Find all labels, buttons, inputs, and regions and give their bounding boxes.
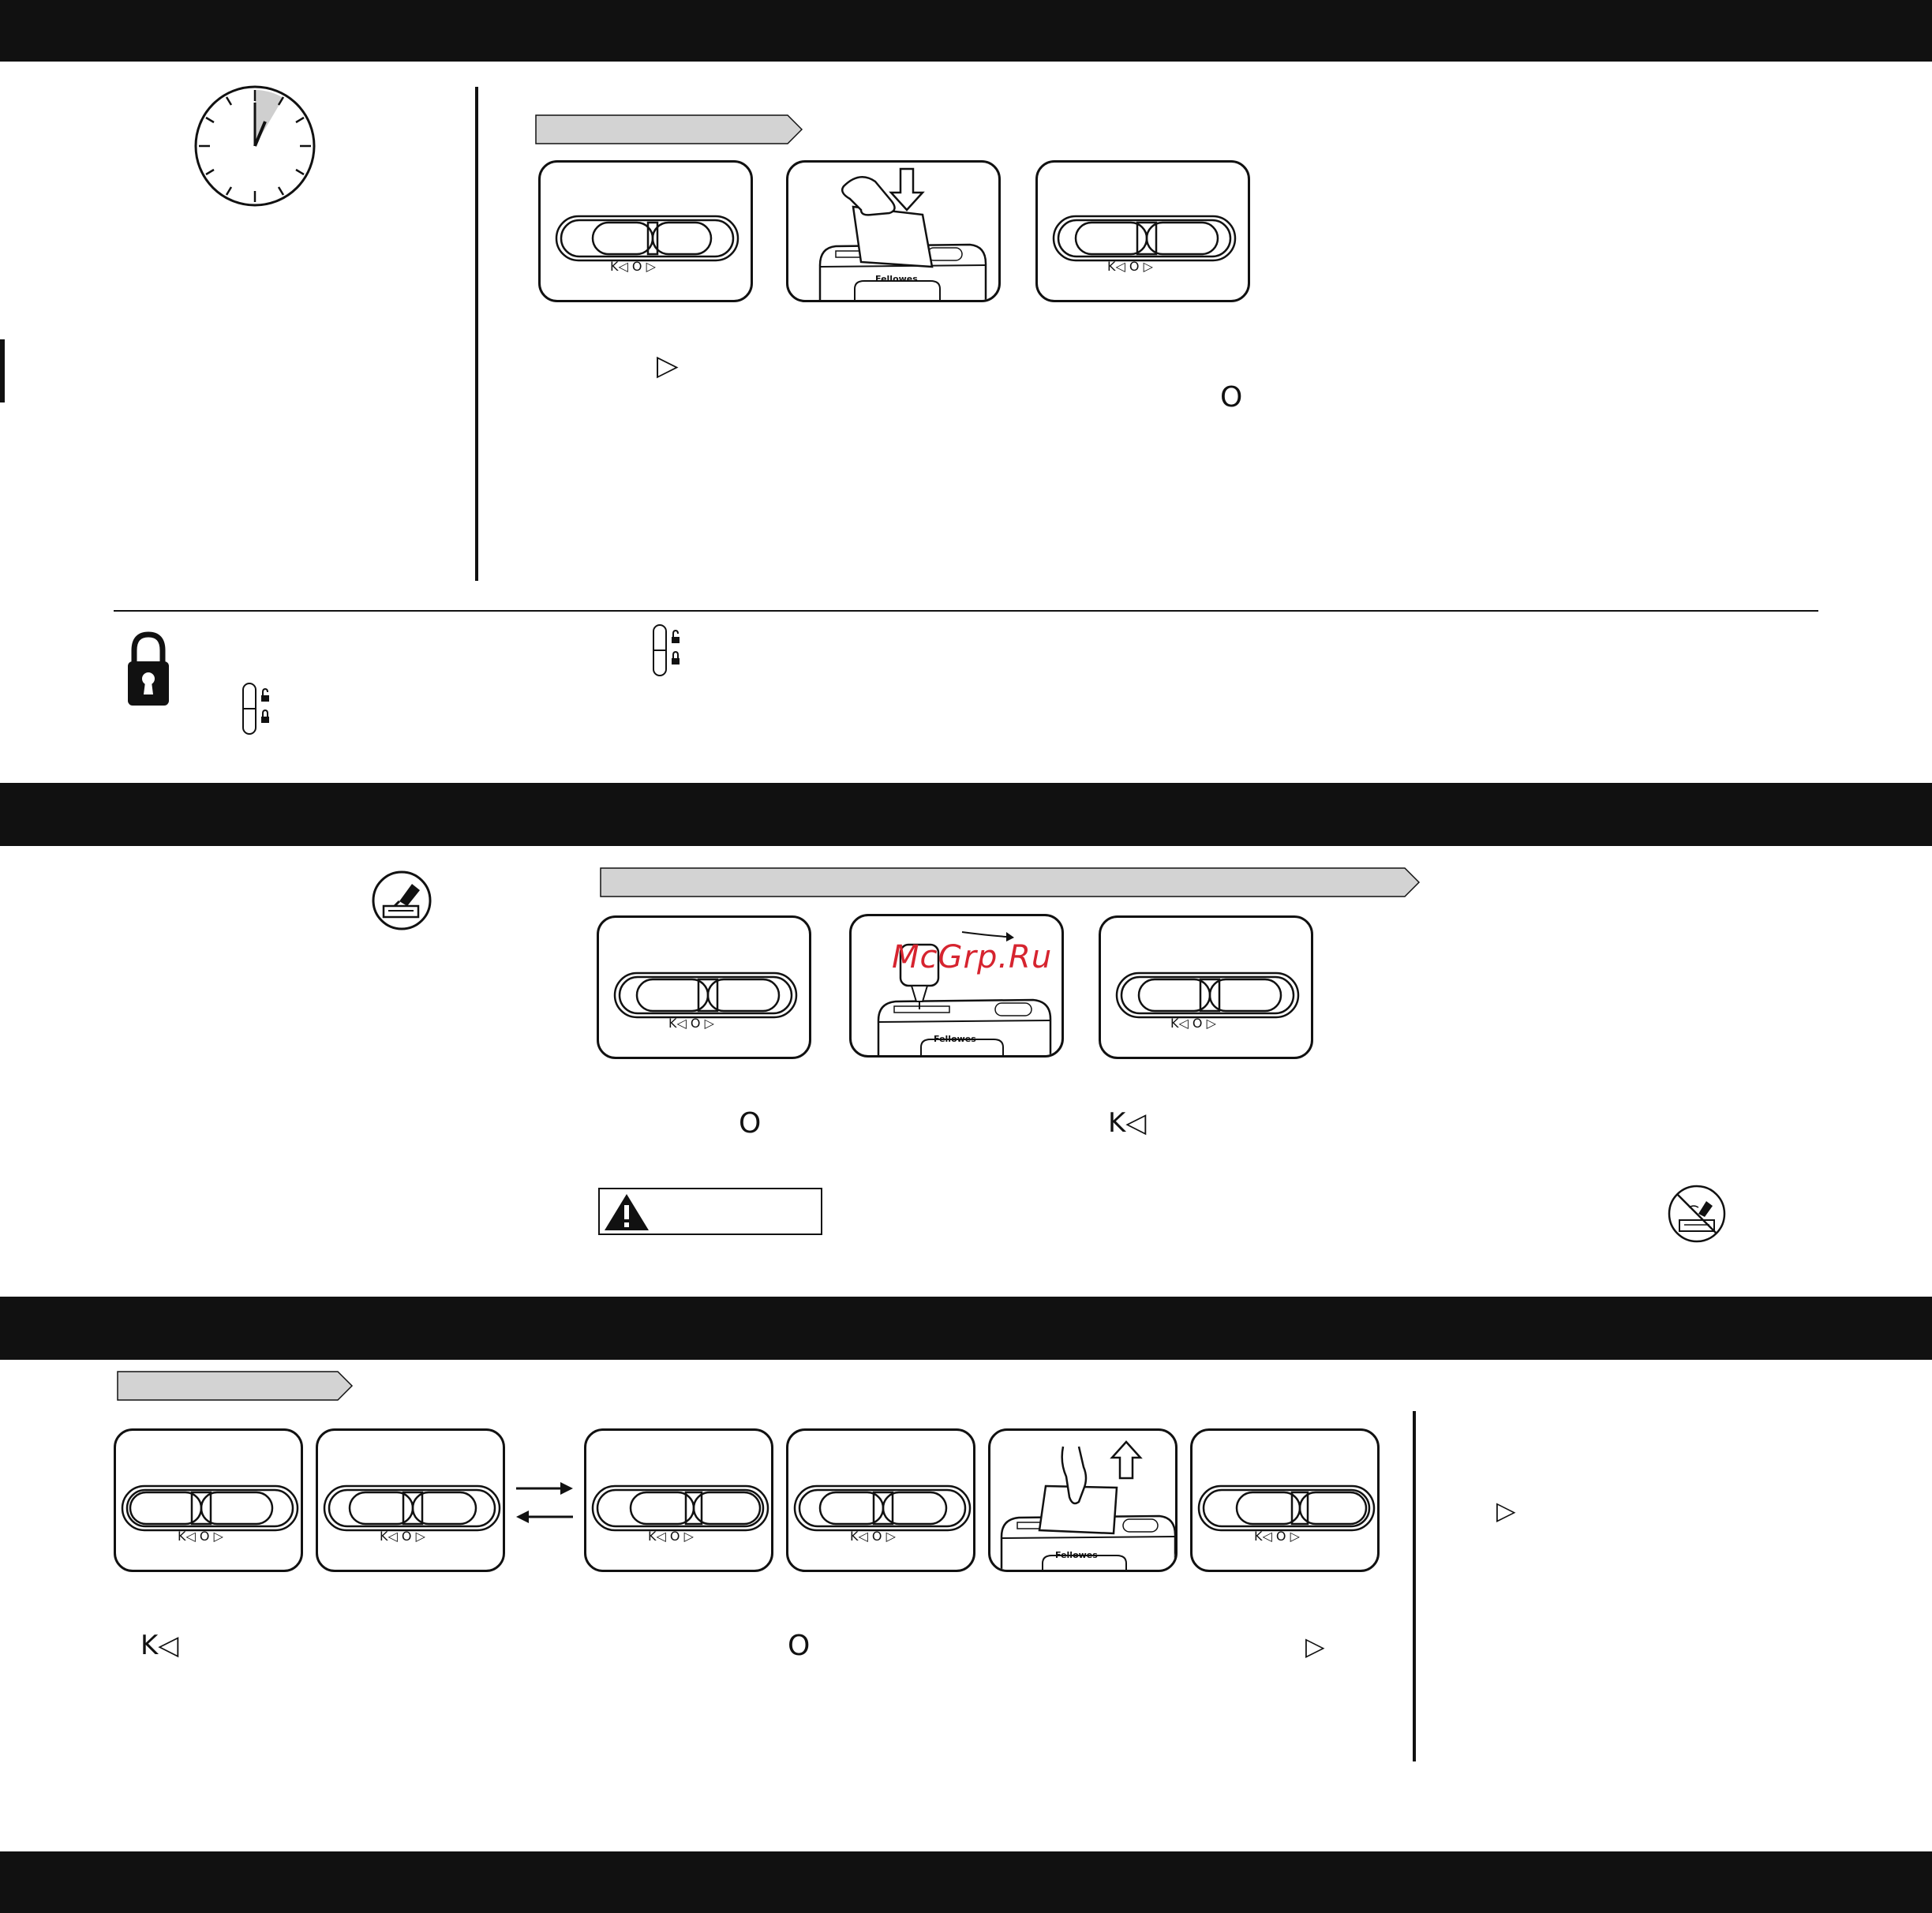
- panel-symbol-row: K◁ O ▷: [380, 1529, 425, 1544]
- switch-panel-reverse: [1099, 915, 1313, 1059]
- switch-panel-off: [786, 1428, 975, 1572]
- edge-tab-mark: [0, 339, 5, 402]
- panel-symbol-row: K◁ O ▷: [610, 259, 656, 274]
- panel-symbol-row: K◁ O ▷: [1170, 1016, 1216, 1031]
- oil-icon: [371, 870, 432, 931]
- panel-symbol-row: K◁ O ▷: [1254, 1529, 1300, 1544]
- reverse-symbol: K◁: [140, 1630, 179, 1661]
- warning-box: [598, 1188, 822, 1235]
- brand-label: Fellowes: [875, 274, 918, 284]
- section1-divider: [475, 87, 478, 581]
- arrow-right-icon: [515, 1479, 575, 1498]
- off-symbol: O: [788, 1630, 811, 1662]
- section3-divider: [1413, 1411, 1416, 1761]
- header-band: [0, 0, 1932, 62]
- switch-panel-forward: [538, 160, 753, 302]
- paper-removal-panel: [988, 1428, 1178, 1572]
- reverse-symbol: K◁: [1108, 1107, 1147, 1139]
- oil-application-panel: [849, 914, 1064, 1058]
- switch-panel-off: [316, 1428, 505, 1572]
- warning-triangle-icon: [603, 1192, 650, 1232]
- brand-label: Fellowes: [934, 1034, 976, 1044]
- switch-panel-reverse: [114, 1428, 303, 1572]
- switch-panel-forward: [584, 1428, 773, 1572]
- switch-panel-off: [1035, 160, 1250, 302]
- panel-symbol-row: K◁ O ▷: [178, 1529, 223, 1544]
- footer-band: [0, 1851, 1932, 1913]
- section-band-jam: [0, 1297, 1932, 1360]
- forward-symbol: ▷: [1496, 1496, 1516, 1526]
- panel-symbol-row: K◁ O ▷: [850, 1529, 896, 1544]
- brand-label: Fellowes: [1055, 1550, 1098, 1560]
- section-band-oiling: [0, 783, 1932, 846]
- no-aerosol-icon: [1667, 1184, 1727, 1244]
- switch-panel-forward: [1190, 1428, 1380, 1572]
- panel-symbol-row: K◁ O ▷: [668, 1016, 714, 1031]
- switch-panel-off: [597, 915, 811, 1059]
- forward-symbol: ▷: [1305, 1631, 1325, 1661]
- panel-symbol-row: K◁ O ▷: [648, 1529, 694, 1544]
- clock-icon: [193, 84, 317, 208]
- watermark: McGrp.Ru: [892, 939, 1053, 975]
- off-symbol: O: [739, 1107, 762, 1140]
- step-tag-arrow: [117, 1371, 354, 1401]
- padlock-icon: [126, 630, 170, 707]
- lock-switch-icon: [240, 682, 271, 736]
- arrow-left-icon: [515, 1507, 575, 1526]
- shredder-feed-panel: [786, 160, 1001, 302]
- step-tag-arrow: [600, 867, 1421, 897]
- step-tag-arrow: [535, 114, 803, 144]
- lock-switch-icon: [650, 623, 682, 677]
- panel-symbol-row: K◁ O ▷: [1107, 259, 1153, 274]
- forward-symbol: ▷: [657, 350, 679, 382]
- off-symbol: O: [1220, 381, 1243, 414]
- lock-section-rule: [114, 610, 1818, 612]
